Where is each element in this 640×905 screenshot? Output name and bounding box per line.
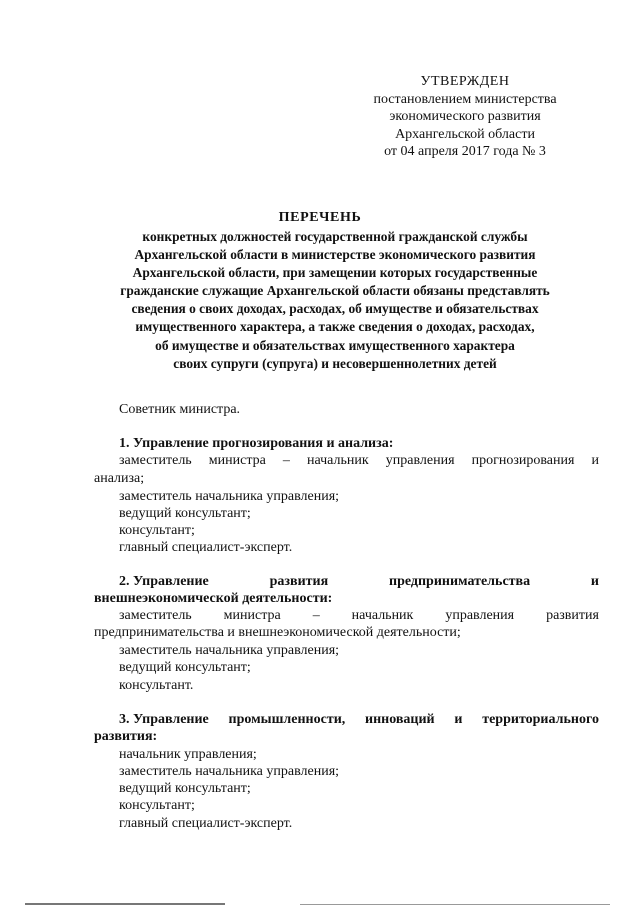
approval-date: от 04 апреля 2017 года № 3: [384, 144, 546, 159]
approval-line: экономического развития: [389, 109, 541, 124]
advisor-position: Советник министра.: [119, 402, 241, 417]
word: прогнозирования: [471, 453, 575, 468]
subtitle-line: сведения о своих доходах, расходах, об имуществе и обязательствах: [131, 301, 539, 317]
word: инноваций: [365, 712, 435, 727]
section1-item: ведущий консультант;: [119, 506, 251, 521]
subtitle-line: имущественного характера, а также сведения о доходах, расходах,: [135, 319, 535, 335]
section3-heading-cont: развития:: [94, 729, 158, 744]
word: –: [312, 608, 320, 623]
section2-first-line-cont: предпринимательства и внешнеэкономической деятельности;: [94, 625, 461, 640]
word: 2. Управление: [119, 574, 209, 589]
section1-heading: 1. Управление прогнозирования и анализа:: [119, 436, 394, 451]
word: начальник: [351, 608, 414, 623]
section2-item: ведущий консультант;: [119, 660, 251, 675]
section3-item: главный специалист-эксперт.: [119, 816, 293, 831]
word: управления: [445, 608, 515, 623]
word: заместитель: [119, 453, 192, 468]
word: и: [454, 712, 463, 727]
section2-item: заместитель начальника управления;: [119, 643, 340, 658]
word: развития: [269, 574, 329, 589]
approval-line: постановлением министерства: [373, 91, 557, 107]
section3-item: консультант;: [119, 798, 195, 813]
approval-stamp: [340, 73, 590, 161]
word: начальник: [307, 453, 369, 468]
section1-first-line: [119, 452, 599, 469]
approval-line: Архангельской области: [395, 126, 535, 142]
section1-item: консультант;: [119, 523, 195, 538]
section1-first-line-cont: анализа;: [94, 471, 145, 486]
section3-item: заместитель начальника управления;: [119, 764, 340, 779]
word: заместитель: [119, 608, 192, 623]
word: промышленности,: [228, 712, 346, 727]
subtitle-line: Архангельской области, при замещении которых государственные: [132, 265, 538, 281]
section1-item: главный специалист-эксперт.: [119, 540, 293, 555]
subtitle-line: об имуществе и обязательствах имущественного характера: [155, 337, 515, 353]
subtitle-line: конкретных должностей государственной гражданской службы: [142, 229, 528, 244]
word: территориального: [482, 712, 599, 727]
subtitle-line: гражданские служащие Архангельской области обязаны представлять: [120, 283, 550, 299]
subtitle-line: Архангельской области в министерстве экономического развития: [134, 247, 536, 263]
word: и: [591, 453, 599, 468]
word: управления: [385, 453, 455, 468]
word: и: [590, 574, 599, 589]
word: министра: [208, 453, 266, 468]
approval-title: УТВЕРЖДЕН: [420, 74, 510, 89]
document-subtitle: [85, 228, 585, 373]
word: предпринимательства: [389, 574, 531, 589]
section2-heading: [119, 573, 599, 590]
word: 3. Управление: [119, 712, 209, 727]
section3-item: начальник управления;: [119, 747, 257, 762]
section2-item: консультант.: [119, 678, 194, 693]
word: развития: [546, 608, 599, 623]
subtitle-line: своих супруги (супруга) и несовершеннолетних детей: [173, 355, 497, 371]
word: министра: [223, 608, 281, 623]
section1-item: заместитель начальника управления;: [119, 489, 340, 504]
section3-heading: [119, 711, 599, 728]
word: –: [282, 453, 290, 468]
section2-first-line: [119, 607, 599, 624]
section2-heading-cont: внешнеэкономической деятельности:: [94, 591, 333, 606]
section3-item: ведущий консультант;: [119, 781, 251, 796]
document-title: ПЕРЕЧЕНЬ: [278, 210, 362, 225]
